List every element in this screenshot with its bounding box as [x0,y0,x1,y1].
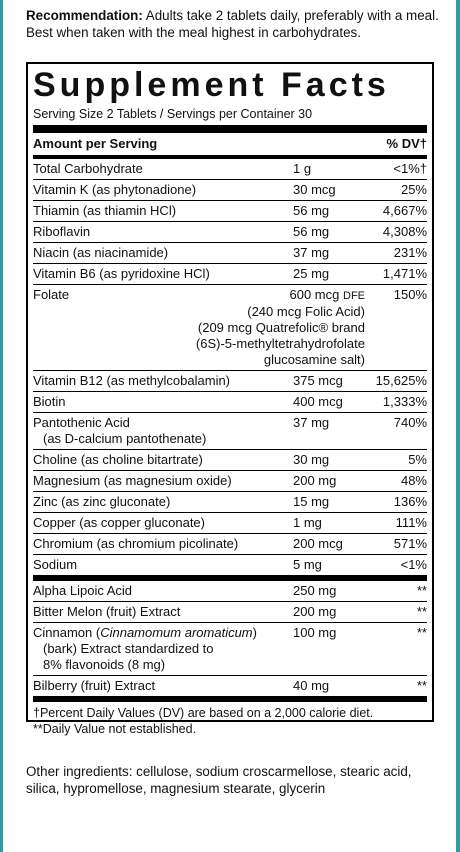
nutrient-dv: <1%† [393,161,427,176]
nutrient-amount: 1 mg [293,515,322,530]
nutrient-name: Vitamin B12 (as methylcobalamin) [33,373,231,388]
other-ingredients: Other ingredients: cellulose, sodium croscarmellose, stearic acid, silica, hypromellose, magnesium stearate, glycerin [26,764,412,796]
nutrient-amount: 5 mg [293,557,322,572]
nutrient-amount: 375 mcg [293,373,343,388]
folate-dfe: DFE [343,290,365,302]
header-amount: Amount per Serving [33,136,158,151]
thick-divider [33,125,427,133]
pantothenic-dv: 740% [393,415,427,430]
pantothenic-sub: (as D-calcium pantothenate) [43,431,207,446]
nutrient-amount: 15 mg [293,494,330,509]
nutrient-amount: 56 mg [293,224,330,239]
nutrient-row-bilberry [33,676,427,696]
nutrient-row [33,555,427,575]
folate-line3: (6S)-5-methyltetrahydrofolate [195,336,365,351]
folate-name: Folate [33,287,70,302]
nutrient-dv: 111% [395,515,427,530]
nutrient-name: Niacin (as niacinamide) [33,245,169,260]
serving-info: Serving Size 2 Tablets / Servings per Container 30 [33,107,313,121]
nutrient-dv: 571% [393,536,427,551]
nutrient-dv: ** [416,583,427,598]
nutrient-name: Sodium [33,557,78,572]
nutrient-row [33,392,427,413]
nutrient-row [33,243,427,264]
header-dv: % DV† [386,136,427,151]
nutrient-amount: 250 mg [293,583,337,598]
nutrient-name: Bitter Melon (fruit) Extract [33,604,181,619]
nutrient-name: Copper (as copper gluconate) [33,515,205,530]
nutrient-name: Total Carbohydrate [33,161,143,176]
nutrient-name: Choline (as choline bitartrate) [33,452,203,467]
pantothenic-name: Pantothenic Acid [33,415,130,430]
nutrient-row [33,534,427,555]
folate-amount: 600 mcg [289,287,340,302]
footnote-dv: †Percent Daily Values (DV) are based on a 2,000 calorie diet. [33,706,374,720]
nutrient-row [33,492,427,513]
nutrient-amount: 1 g [293,161,312,176]
pantothenic-amount: 37 mg [293,415,330,430]
cinnamon-name-suffix: ) [252,625,257,640]
bilberry-dv: ** [416,678,427,693]
nutrient-row [33,222,427,243]
nutrient-name: Chromium (as chromium picolinate) [33,536,239,551]
footnotes [33,705,427,737]
nutrient-row [33,471,427,492]
folate-line4: glucosamine salt) [263,352,365,367]
cinnamon-dv: ** [416,625,427,640]
nutrient-row [33,450,427,471]
supplement-facts-panel [26,62,434,736]
folate-line1: (240 mcg Folic Acid) [247,304,365,319]
nutrient-name: Riboflavin [33,224,91,239]
folate-dv: 150% [393,287,427,302]
nutrient-dv: 25% [400,182,427,197]
cinnamon-amount: 100 mg [293,625,337,640]
nutrient-row-folate [33,285,427,371]
nutrient-amount: 30 mg [293,452,330,467]
nutrient-dv: ** [416,604,427,619]
nutrient-dv: 5% [408,452,427,467]
nutrient-amount: 25 mg [293,266,330,281]
nutrient-group-4 [33,581,427,623]
nutrient-row [33,602,427,623]
nutrient-dv: 1,333% [382,394,427,409]
recommendation-label: Recommendation: [26,8,143,23]
nutrient-amount: 200 mg [293,473,337,488]
nutrient-row [33,159,427,180]
nutrient-group-1 [33,159,427,285]
recommendation-text [26,7,446,41]
header-row [33,133,427,155]
nutrient-amount: 400 mcg [293,394,343,409]
nutrient-amount: 37 mg [293,245,330,260]
nutrient-group-2 [33,371,427,413]
nutrient-dv: 136% [393,494,427,509]
nutrient-row-cinnamon [33,623,427,676]
nutrient-name: Magnesium (as magnesium oxide) [33,473,232,488]
panel-title: Supplement Facts [33,66,390,104]
cinnamon-name-prefix: Cinnamon ( [33,625,101,640]
folate-line2: (209 mcg Quatrefolic® brand [197,320,365,335]
nutrient-name: Thiamin (as thiamin HCl) [33,203,177,218]
cinnamon-sub2: 8% flavonoids (8 mg) [43,657,166,672]
footnote-not-established: **Daily Value not established. [33,722,197,736]
nutrient-row [33,513,427,534]
nutrient-row [33,581,427,602]
nutrient-name: Biotin [33,394,66,409]
right-edge-stripe [456,0,460,852]
nutrient-row [33,264,427,285]
nutrient-row [33,371,427,392]
nutrient-row [33,201,427,222]
nutrient-amount: 30 mcg [293,182,336,197]
nutrient-name: Zinc (as zinc gluconate) [33,494,171,509]
nutrient-group-3 [33,450,427,575]
nutrient-amount: 200 mcg [293,536,343,551]
bilberry-amount: 40 mg [293,678,330,693]
nutrient-name: Alpha Lipoic Acid [33,583,133,598]
nutrient-dv: 1,471% [382,266,427,281]
left-edge-stripe [0,0,3,852]
nutrient-amount: 56 mg [293,203,330,218]
nutrient-dv: 15,625% [375,373,427,388]
recommendation-body: Adults take 2 tablets daily, preferably with a meal. Best when taken with the meal highest in carbohydrates. [26,8,439,40]
bilberry-name: Bilberry (fruit) Extract [33,678,156,693]
nutrient-name: Vitamin B6 (as pyridoxine HCl) [33,266,210,281]
cinnamon-name-italic: Cinnamomum aromaticum [100,625,253,640]
nutrient-amount: 200 mg [293,604,337,619]
nutrient-dv: 231% [393,245,427,260]
nutrient-row-pantothenic [33,413,427,450]
nutrient-row [33,180,427,201]
cinnamon-sub1: (bark) Extract standardized to [43,641,214,656]
nutrient-dv: 4,667% [382,203,427,218]
nutrient-dv: 4,308% [382,224,427,239]
nutrient-name: Vitamin K (as phytonadione) [33,182,197,197]
nutrient-dv: <1% [400,557,427,572]
nutrient-dv: 48% [400,473,427,488]
thick-divider-3 [33,696,427,702]
folate-detail [173,287,371,368]
